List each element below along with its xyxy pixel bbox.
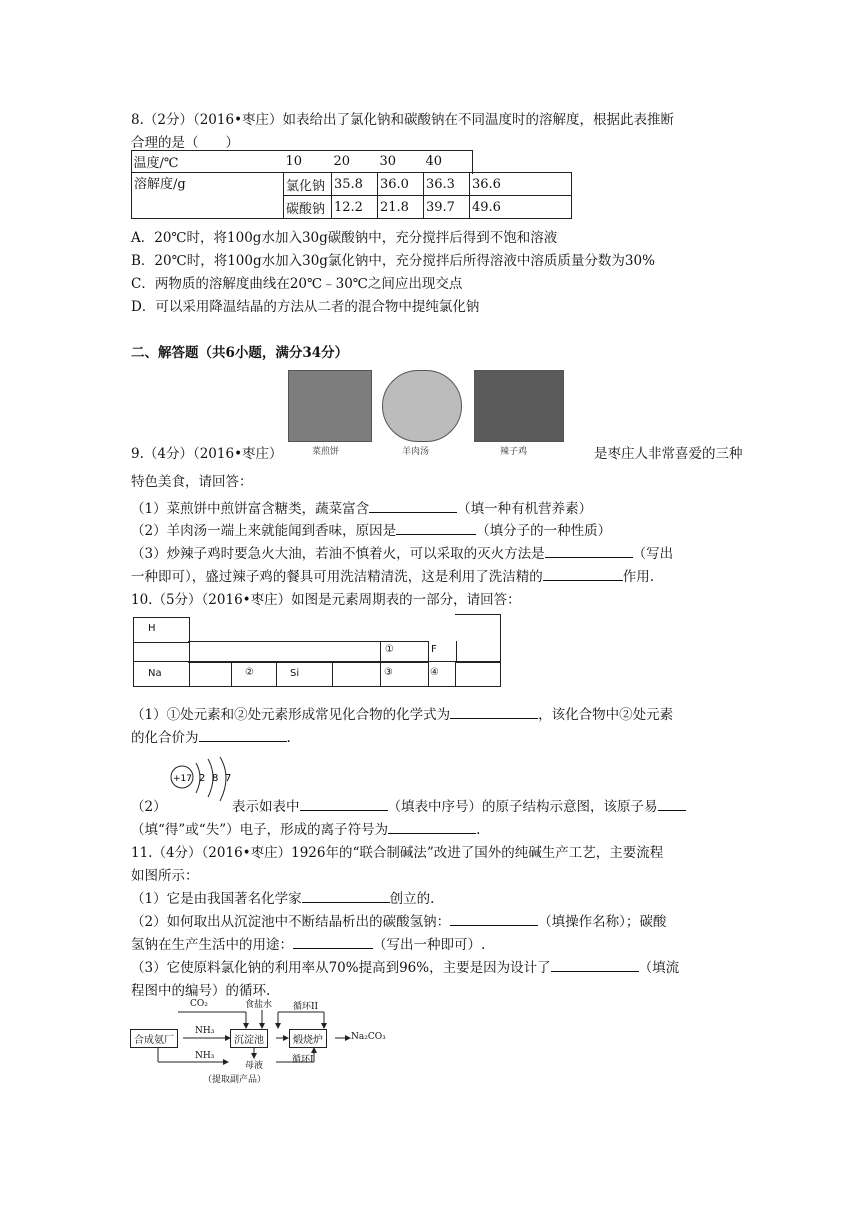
furnace-box: 煅烧炉: [289, 1029, 327, 1048]
q9-stem-b: 是枣庄人非常喜爱的三种: [594, 446, 743, 462]
pt-cell-si: [276, 661, 333, 687]
answer-blank[interactable]: [543, 566, 623, 581]
caption-2: 羊肉汤: [402, 447, 430, 457]
pt-cell-na: [133, 661, 190, 687]
pt-cell: [455, 661, 501, 687]
option-b: B．20℃时，将100g水加入30g氯化钠中，充分搅拌后所得溶液中溶质质量分数为30%: [131, 253, 655, 269]
cycle2-label: 循环II: [293, 1002, 319, 1012]
shell-3: 7: [225, 773, 232, 784]
pt-symbol: ③: [384, 667, 393, 678]
answer-blank[interactable]: [293, 934, 373, 949]
table-header-frame: [131, 150, 473, 174]
q9-stem-a: 9.（4分）（2016•枣庄）: [131, 446, 283, 462]
pt-symbol: ④: [430, 667, 439, 678]
product-label: Na₂CO₃: [351, 1032, 386, 1042]
text: 作用.: [622, 569, 655, 585]
answer-blank[interactable]: [450, 704, 538, 719]
text: （写出一种即可）.: [373, 937, 486, 953]
q10-part2-cont: [131, 818, 480, 838]
text: （填表中序号）的原子结构示意图，该原子易: [387, 799, 658, 815]
temp-label: 温度/℃: [133, 155, 179, 171]
q9-part1: [131, 497, 592, 517]
nucleus-label: +17: [173, 774, 192, 784]
shell-1: 2: [199, 773, 206, 784]
food-photo-1: [288, 370, 372, 442]
text: （填一种有机营养素）: [457, 501, 593, 517]
co2-label: CO₂: [190, 999, 208, 1009]
food-photo-3: [474, 370, 564, 442]
pt-symbol: Si: [290, 668, 300, 679]
shell-2: 8: [212, 773, 219, 784]
pt-cell: [133, 641, 190, 662]
q11-stem-line1: 11.（4分）（2016•枣庄）1926年的“联合制碱法”改进了国外的纯碱生产工艺，主要流程: [131, 845, 664, 861]
text: （写出: [632, 546, 674, 562]
byproduct-label: （提取副产品）: [203, 1075, 267, 1085]
nh3-top-label: NH₃: [195, 1026, 215, 1036]
food-photo-2: [382, 370, 462, 442]
mother-liquor-label: 母液: [245, 1061, 264, 1071]
section-title: 二、解答题（共6小题，满分34分）: [131, 345, 349, 361]
q11-part2: [131, 910, 666, 930]
temp-cell: 20: [333, 153, 351, 169]
settling-tank-box: 沉淀池: [230, 1029, 268, 1048]
text: （3）它使原料氯化钠的利用率从70%提高到96%，主要是因为设计了: [131, 960, 551, 976]
text: （填“得”或“失”）电子，形成的离子符号为: [131, 822, 389, 838]
answer-blank[interactable]: [388, 819, 476, 834]
text: （2）羊肉汤一端上来就能闻到香味，原因是: [131, 523, 397, 539]
text: 的化合价为: [131, 730, 199, 746]
caption-3: 辣子鸡: [500, 447, 528, 457]
q10-stem: 10.（5分）（2016•枣庄）如图是元素周期表的一部分，请回答：: [131, 592, 521, 608]
text: （填分子的一种性质）: [476, 523, 612, 539]
table-cell: 21.8: [378, 196, 424, 219]
text: .: [286, 730, 291, 746]
q11-part3-cont: 程图中的编号）的循环.: [131, 983, 271, 999]
text: （1）菜煎饼中煎饼富含糖类，蔬菜富含: [131, 501, 370, 517]
text: （填流: [638, 960, 680, 976]
caption-1: 菜煎饼: [312, 447, 340, 457]
option-d: D．可以采用降温结晶的方法从二者的混合物中提纯氯化钠: [131, 299, 480, 315]
pt-symbol: ②: [245, 667, 254, 678]
answer-blank[interactable]: [302, 888, 390, 903]
q10-part2: [131, 795, 167, 815]
q10-part1: [131, 703, 673, 723]
text: （填操作名称）；碳酸: [538, 914, 667, 930]
table-cell: 35.8: [332, 173, 378, 196]
cycle1-label: 循环I: [292, 1055, 314, 1065]
sol-label: 溶解度/g: [132, 173, 284, 219]
q9-stem-line2: 特色美食，请回答：: [131, 474, 253, 490]
table-cell: 12.2: [332, 196, 378, 219]
row-name: 碳酸钠: [284, 196, 332, 219]
q8-stem-line1: 8.（2分）（2016•枣庄）如表给出了氯化钠和碳酸钠在不同温度时的溶解度，根据此表推断: [131, 112, 675, 128]
answer-blank[interactable]: [300, 796, 388, 811]
answer-blank[interactable]: [369, 498, 457, 513]
text: （2）: [131, 799, 167, 815]
text: 表示如表中: [232, 799, 300, 815]
answer-blank[interactable]: [658, 796, 686, 811]
table-cell: 39.7: [424, 196, 470, 219]
answer-blank[interactable]: [396, 520, 476, 535]
temp-cell: 40: [425, 153, 443, 169]
temp-cell: 30: [379, 153, 397, 169]
q10-part1-cont: [131, 726, 291, 746]
temp-cell: 10: [285, 153, 303, 169]
pt-cell-4: [428, 661, 456, 687]
q10-part2-b: [232, 795, 686, 815]
pt-cell-h: [133, 617, 190, 643]
table-cell: 36.3: [424, 173, 470, 196]
pt-cell-3: [380, 661, 429, 687]
text: .: [476, 822, 481, 838]
text: 一种即可），盛过辣子鸡的餐具可用洗洁精清洗，这是利用了洗洁精的: [131, 569, 543, 585]
table-cell: 49.6: [470, 196, 572, 219]
pt-symbol: F: [431, 644, 437, 655]
q9-part3-cont: [131, 565, 654, 585]
q11-part2-cont: [131, 933, 485, 953]
answer-blank[interactable]: [450, 911, 538, 926]
nh3-bottom-label: NH₃: [195, 1051, 215, 1061]
ammonia-plant-box: 合成氨厂: [130, 1029, 178, 1048]
option-a: A．20℃时，将100g水加入30g碳酸钠中，充分搅拌后得到不饱和溶液: [131, 230, 558, 246]
text: （1）①处元素和②处元素形成常见化合物的化学式为: [131, 707, 451, 723]
row-name: 氯化钠: [284, 173, 332, 196]
q11-part3: [131, 956, 679, 976]
option-c: C．两物质的溶解度曲线在20℃﹣30℃之间应出现交点: [131, 276, 463, 292]
answer-blank[interactable]: [551, 957, 639, 972]
pt-cell-2: [231, 661, 277, 687]
pt-cell-he: [455, 614, 501, 663]
pt-symbol: H: [148, 623, 156, 634]
text: ，该化合物中②处元素: [538, 707, 674, 723]
pt-cell-1: [380, 641, 429, 662]
text: （1）它是由我国著名化学家: [131, 891, 302, 907]
pt-cell: [188, 661, 232, 687]
q9-part2: [131, 519, 611, 539]
pt-cell-f: [428, 641, 457, 662]
text: 创立的.: [389, 891, 435, 907]
pt-cell: [332, 661, 381, 687]
q11-stem-line2: 如图所示：: [131, 868, 199, 884]
table-cell: 36.0: [378, 173, 424, 196]
q8-stem-line2: 合理的是（ ）: [131, 135, 239, 151]
pt-symbol: ①: [385, 644, 394, 655]
table-cell: 36.6: [470, 173, 572, 196]
q9-part3: [131, 542, 673, 562]
pt-symbol: Na: [148, 668, 162, 679]
text: （2）如何取出从沉淀池中不断结晶析出的碳酸氢钠：: [131, 914, 451, 930]
q11-part1: [131, 887, 434, 907]
answer-blank[interactable]: [199, 727, 287, 742]
text: 氢钠在生产生活中的用途：: [131, 937, 293, 953]
answer-blank[interactable]: [545, 543, 633, 558]
brine-label: 食盐水: [245, 1000, 273, 1010]
text: （3）炒辣子鸡时要急火大油，若油不慎着火，可以采取的灭火方法是: [131, 546, 545, 562]
